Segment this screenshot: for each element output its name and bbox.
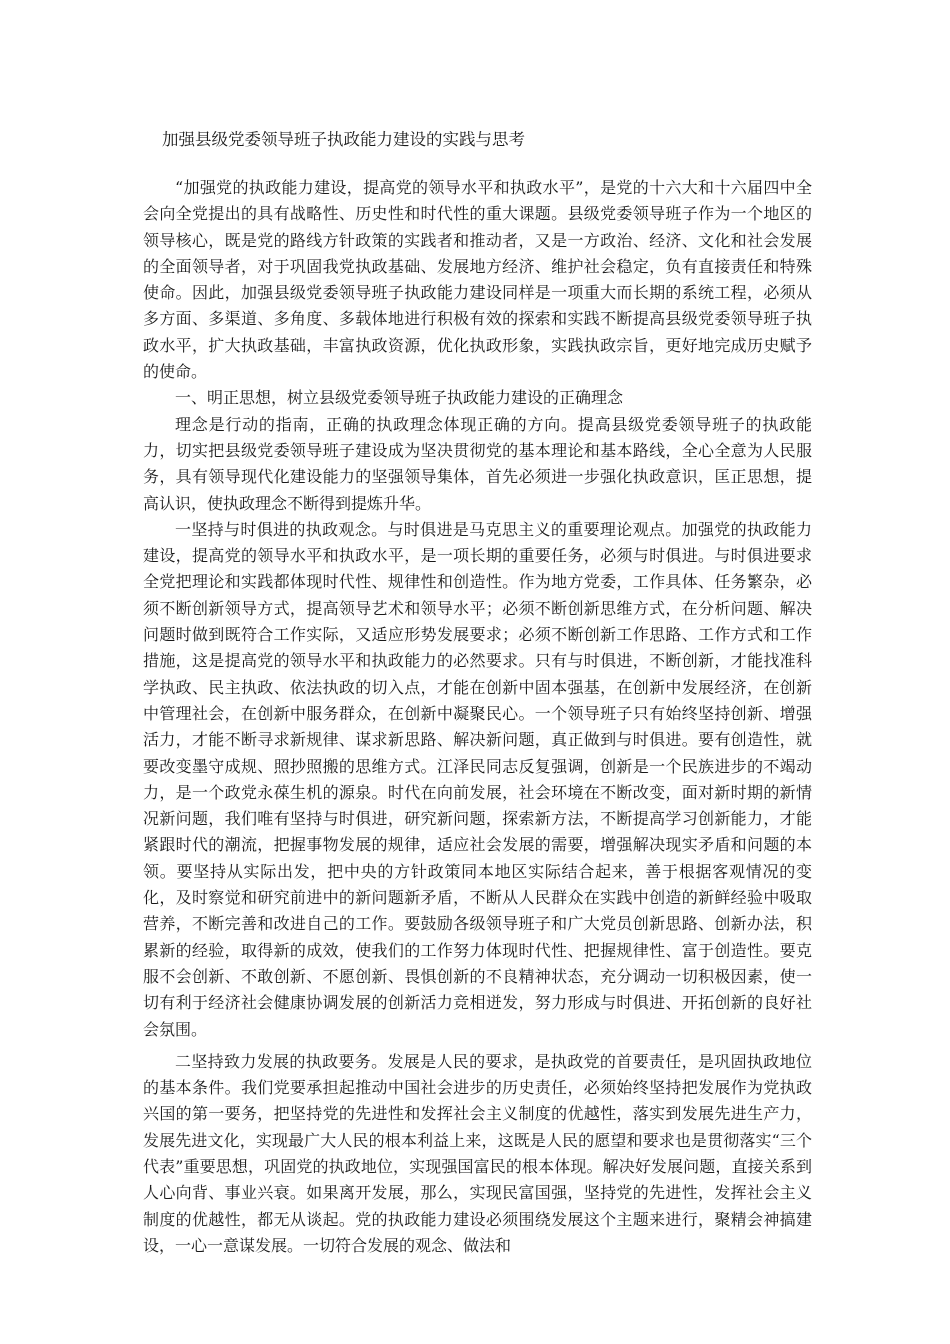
document-title: 加强县级党委领导班子执政能力建设的实践与思考: [162, 130, 525, 149]
document-body: [143, 175, 812, 1259]
paragraph-intro: “加强党的执政能力建设，提高党的领导水平和执政水平”，是党的十六大和十六届四中全会向全党提出的具有战略性、历史性和时代性的重大课题。县级党委领导班子作为一个地区的领导核心，既是党的路线方针政策的实践者和推动者，又是一方政治、经济、文化和社会发展的全面领导者，对于巩固我党执政基础、发展地方经济、维护社会稳定，负有直接责任和特殊使命。因此，加强县级党委领导班子执政能力建设同样是一项重大而长期的系统工程，必须从多方面、多渠道、多角度、多载体地进行积极有效的探索和实践不断提高县级党委领导班子执政水平，扩大执政基础，丰富执政资源，优化执政形象，实践执政宗旨，更好地完成历史赋予的使命。: [143, 178, 812, 382]
paragraph-section-1-intro: 理念是行动的指南，正确的执政理念体现正确的方向。提高县级党委领导班子的执政能力，切实把县级党委领导班子建设成为坚决贯彻党的基本理论和基本路线，全心全意为人民服务，具有领导现代化建设能力的坚强领导集体，首先必须进一步强化执政意识，匡正思想，提高认识，使执政理念不断得到提炼升华。: [143, 414, 812, 513]
section-heading-1: 一、明正思想，树立县级党委领导班子执政能力建设的正确理念: [175, 388, 624, 408]
paragraph-point-2: 二坚持致力发展的执政要务。发展是人民的要求，是执政党的首要责任，是巩固执政地位的基本条件。我们党要承担起推动中国社会进步的历史责任，必须始终坚持把发展作为党执政兴国的第一要务，把坚持党的先进性和发挥社会主义制度的优越性，落实到发展先进生产力，发展先进文化，实现最广大人民的根本利益上来，这既是人民的愿望和要求也是贯彻落实“三个代表”重要思想，巩固党的执政地位，实现强国富民的根本体现。解决好发展问题，直接关系到人心向背、事业兴衰。如果离开发展，那么，实现民富国强，坚持党的先进性，发挥社会主义制度的优越性，都无从谈起。党的执政能力建设必须围绕发展这个主题来进行，聚精会神搞建设，一心一意谋发展。一切符合发展的观念、做法和: [143, 1051, 812, 1255]
paragraph-point-1: 一坚持与时俱进的执政观念。与时俱进是马克思主义的重要理论观点。加强党的执政能力建设，提高党的领导水平和执政水平，是一项长期的重要任务，必须与时俱进。与时俱进要求全党把理论和实践都体现时代性、规律性和创造性。作为地方党委，工作具体、任务繁杂，必须不断创新领导方式，提高领导艺术和领导水平；必须不断创新思维方式，在分析问题、解决问题时做到既符合工作实际，又适应形势发展要求；必须不断创新工作思路、工作方式和工作措施，这是提高党的领导水平和执政能力的必然要求。只有与时俱进，不断创新，才能找准科学执政、民主执政、依法执政的切入点，才能在创新中固本强基，在创新中发展经济，在创新中管理社会，在创新中服务群众，在创新中凝聚民心。一个领导班子只有始终坚持创新、增强活力，才能不断寻求新规律、谋求新思路、解决新问题，真正做到与时俱进。要有创造性，就要改变墨守成规、照抄照搬的思维方式。江泽民同志反复强调，创新是一个民族进步的不竭动力，是一个政党永葆生机的源泉。时代在向前发展，社会环境在不断改变，面对新时期的新情况新问题，我们唯有坚持与时俱进，研究新问题，探索新方法，不断提高学习创新能力，才能紧跟时代的潮流，把握事物发展的规律，适应社会发展的需要，增强解决现实矛盾和问题的本领。要坚持从实际出发，把中央的方针政策同本地区实际结合起来，善于根据客观情况的变化，及时察觉和研究前进中的新问题新矛盾，不断从人民群众在实践中创造的新鲜经验中吸取营养，不断完善和改进自己的工作。要鼓励各级领导班子和广大党员创新思路、创新办法，积累新的经验，取得新的成效，使我们的工作努力体现时代性、把握规律性、富于创造性。要克服不会创新、不敢创新、不愿创新、畏惧创新的不良精神状态，充分调动一切积极因素，使一切有利于经济社会健康协调发展的创新活力竞相迸发，努力形成与时俱进、开拓创新的良好社会氛围。: [143, 519, 812, 1039]
